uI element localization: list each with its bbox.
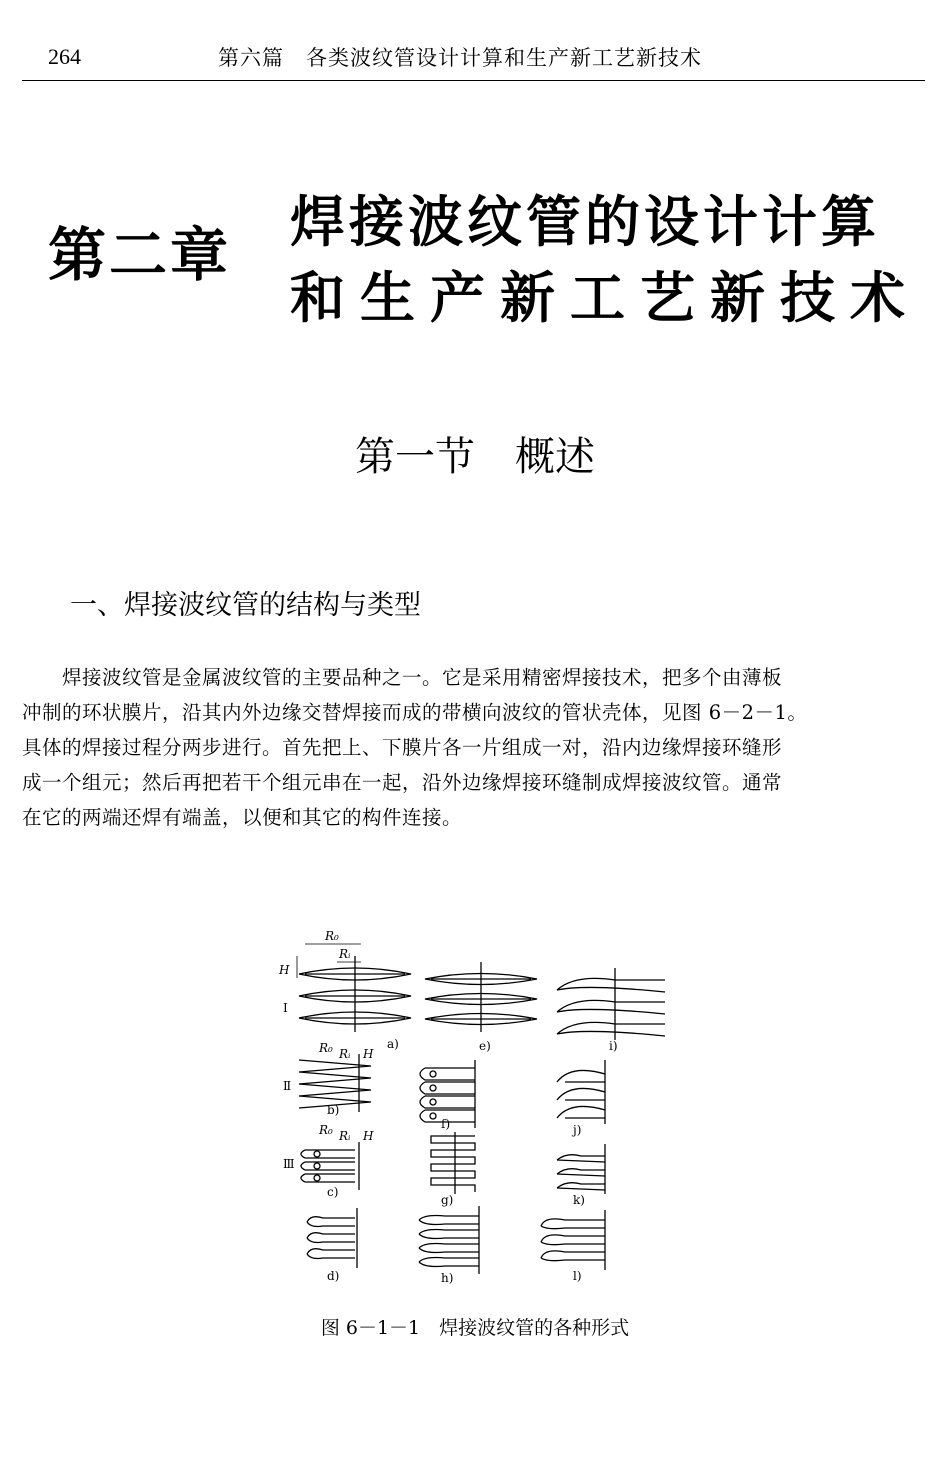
dim-label-ri-c: Rᵢ <box>339 1129 351 1143</box>
body-line: 焊接波纹管是金属波纹管的主要品种之一。它是采用精密焊接技术，把多个由薄板 <box>22 666 783 689</box>
panel-label-i: i) <box>609 1039 618 1053</box>
body-line: 在它的两端还焊有端盖，以便和其它的构件连接。 <box>22 806 463 829</box>
panel-label-k: k) <box>573 1193 585 1207</box>
dim-label-ri: Rᵢ <box>339 947 351 961</box>
page-number: 264 <box>48 44 81 69</box>
row-label-1: Ⅰ <box>283 1001 288 1015</box>
body-line: 具体的焊接过程分两步进行。首先把上、下膜片各一片组成一对，沿内边缘焊接环缝形 <box>22 736 783 759</box>
body-line: 成一个组元；然后再把若干个组元串在一起，沿外边缘焊接环缝制成焊接波纹管。通常 <box>22 771 783 794</box>
panel-label-c: c) <box>327 1185 339 1199</box>
section-title: 第一节 概述 <box>355 434 595 480</box>
dim-label-r0-c: R₀ <box>319 1123 333 1137</box>
panel-label-h: h) <box>441 1271 454 1285</box>
body-paragraph <box>22 660 928 835</box>
dim-label-h-c: H <box>363 1129 374 1143</box>
bellows-figure <box>275 928 675 1288</box>
panel-label-a: a) <box>387 1037 399 1051</box>
row-label-3: Ⅲ <box>283 1157 295 1171</box>
subsection-title: 一、焊接波纹管的结构与类型 <box>70 590 421 621</box>
chapter-label: 第二章 <box>48 221 232 289</box>
dim-label-r0: R₀ <box>325 929 339 943</box>
panel-label-b: b) <box>327 1103 340 1117</box>
row-label-2: Ⅱ <box>283 1079 292 1093</box>
body-line: 冲制的环状膜片，沿其内外边缘交替焊接而成的带横向波纹的管状壳体，见图 6－2－1。 <box>22 701 808 724</box>
running-head: 第六篇 各类波纹管设计计算和生产新工艺新技术 <box>218 46 702 70</box>
dim-label-h-b: H <box>363 1047 374 1061</box>
bellows-drawings <box>297 944 665 1274</box>
dim-label-ri-b: Rᵢ <box>339 1047 351 1061</box>
panel-label-j: j) <box>573 1123 582 1137</box>
panel-label-g: g) <box>441 1193 454 1207</box>
panel-label-e: e) <box>479 1039 491 1053</box>
panel-label-l: l) <box>573 1269 582 1283</box>
header-rule <box>22 80 925 81</box>
chapter-title-line-2: 和生产新工艺新技术 <box>290 266 921 330</box>
dim-label-r0-b: R₀ <box>319 1041 333 1055</box>
panel-label-f: f) <box>441 1117 451 1131</box>
dim-label-h: H <box>279 963 290 977</box>
chapter-title-line-1: 焊接波纹管的设计计算 <box>290 190 881 254</box>
figure-caption: 图 6－1－1 焊接波纹管的各种形式 <box>320 1317 630 1339</box>
panel-label-d: d) <box>327 1269 340 1283</box>
